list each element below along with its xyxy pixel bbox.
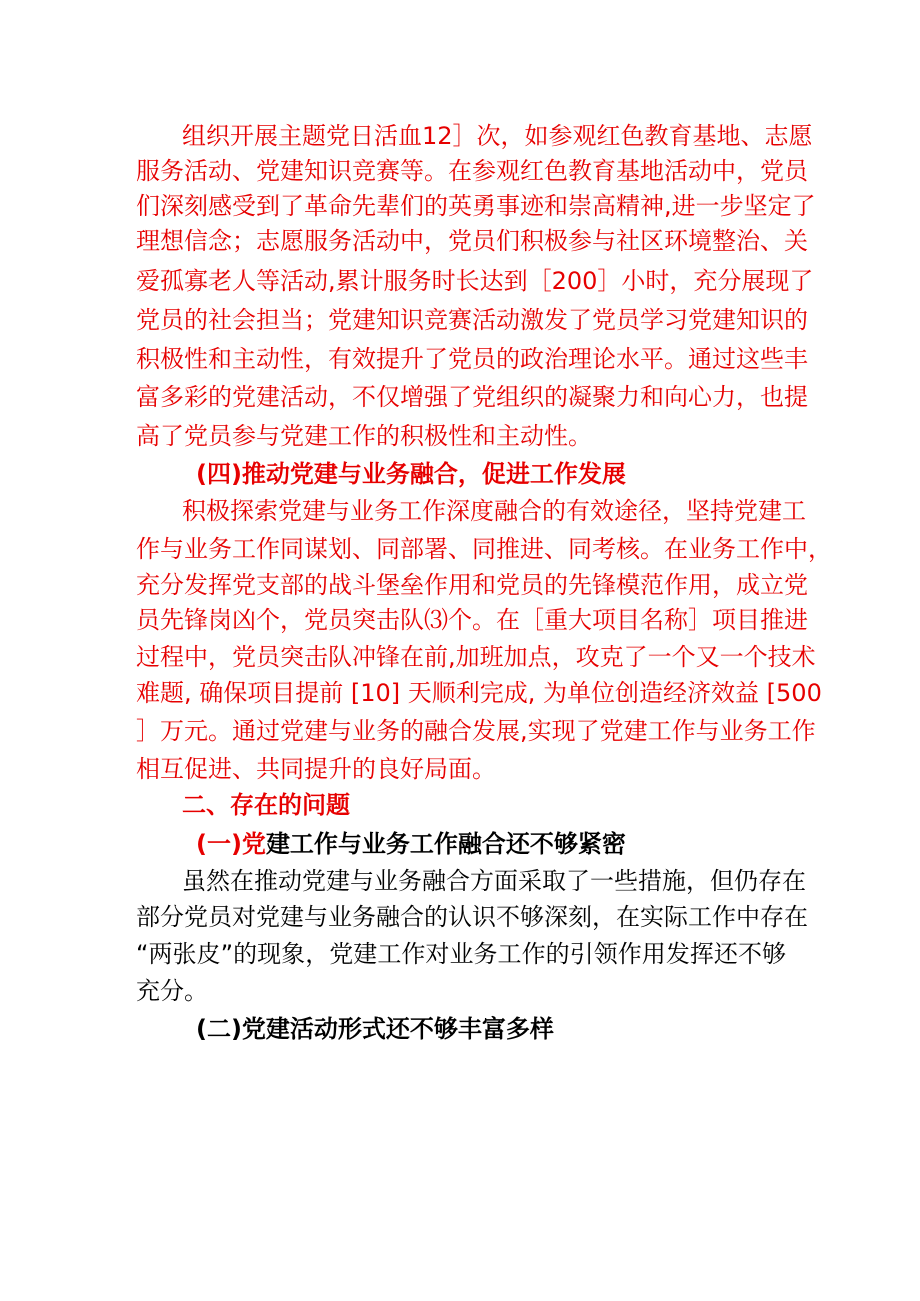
paragraph-2-line-8: 相互促进、共同提升的良好局面。 <box>136 755 496 783</box>
paragraph-2-line-6: 难题, 确保项目提前 [10] 天顺利完成, 为单位创造经济效益 [500 <box>136 679 822 707</box>
paragraph-1-line-5: 爱孤寡老人等活动,累计服务时长达到［200］小时，充分展现了 <box>136 267 814 295</box>
paragraph-1-line-7: 积极性和主动性，有效提升了党员的政治理论水平。通过这些丰 <box>136 345 808 373</box>
paragraph-1-line-4: 理想信念；志愿服务活动中，党员们积极参与社区环境整治、关 <box>136 227 808 255</box>
paragraph-2-line-5: 过程中，党员突击队冲锋在前,加班加点，攻克了一个又一个技术 <box>136 643 816 671</box>
paragraph-3-line-2: 部分党员对党建与业务融合的认识不够深刻，在实际工作中存在 <box>136 903 808 931</box>
paragraph-3-line-1: 虽然在推动党建与业务融合方面采取了一些措施，但仍存在 <box>182 867 806 895</box>
paragraph-1-line-8: 富多彩的党建活动，不仅增强了党组织的凝聚力和向心力，也提 <box>136 383 808 411</box>
paragraph-2-line-3: 充分发挥党支部的战斗堡垒作用和党员的先锋模范作用，成立党 <box>136 571 808 599</box>
paragraph-2-line-2: 作与业务工作同谋划、同部署、同推进、同考核。在业务工作中， <box>136 535 832 563</box>
paragraph-1-line-1: 组织开展主题党日活血12］次，如参观红色教育基地、志愿 <box>182 122 813 150</box>
paragraph-2-line-4: 员先锋岗凶个，党员突击队⑶个。在［重大项目名称］项目推进 <box>136 606 808 634</box>
paragraph-1-line-2: 服务活动、党建知识竞赛等。在参观红色教育基地活动中，党员 <box>136 157 808 185</box>
paragraph-3-line-3: “两张皮”的现象，党建工作对业务工作的引领作用发挥还不够 <box>136 940 786 968</box>
sub-heading-1-black-part: 建工作与业务工作融合还不够紧密 <box>265 830 626 858</box>
paragraph-2-line-1: 积极探索党建与业务工作深度融合的有效途径，坚持党建工 <box>182 497 806 525</box>
sub-heading-1-red-part: (一)党 <box>196 830 266 858</box>
paragraph-1-line-6: 党员的社会担当；党建知识竞赛活动激发了党员学习党建知识的 <box>136 306 808 334</box>
section-2-heading: 二、存在的问题 <box>182 791 350 819</box>
paragraph-1-line-3: 们深刻感受到了革命先辈们的英勇事迹和崇高精神,进一步坚定了 <box>136 192 816 220</box>
paragraph-3-line-4: 充分。 <box>136 977 208 1005</box>
sub-heading-2: (二)党建活动形式还不够丰富多样 <box>196 1015 554 1043</box>
section-heading-4: (四)推动党建与业务融合，促进工作发展 <box>196 460 626 488</box>
paragraph-2-line-7: ］万元。通过党建与业务的融合发展,实现了党建工作与业务工作 <box>136 717 816 745</box>
paragraph-1-line-9: 高了党员参与党建工作的积极性和主动性。 <box>136 422 592 450</box>
sub-heading-1 <box>196 827 796 861</box>
